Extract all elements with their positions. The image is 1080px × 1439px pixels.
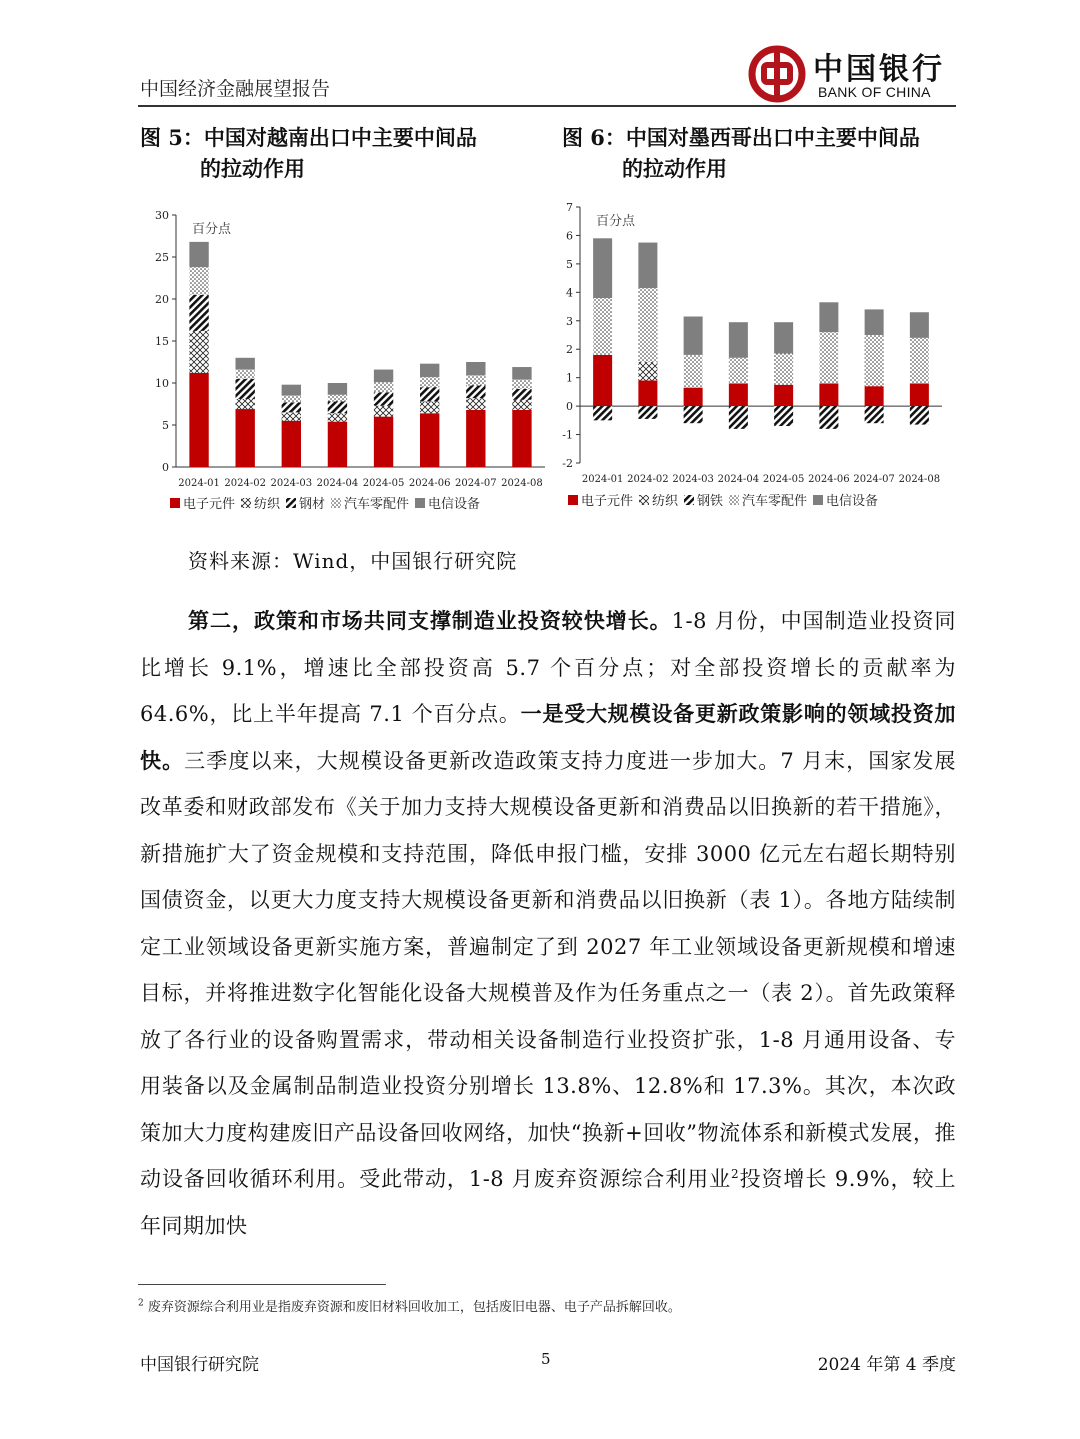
bar-segment-电信设备 xyxy=(910,312,929,338)
bar-segment-电子元件 xyxy=(593,355,612,406)
bar-segment-电子元件 xyxy=(684,388,703,406)
report-title: 中国经济金融展望报告 xyxy=(140,78,331,100)
legend-label: 电子元件 xyxy=(183,497,236,512)
bar-segment-汽车零配件 xyxy=(236,370,255,379)
bar-segment-汽车零配件 xyxy=(512,380,531,389)
bar-segment-纺织 xyxy=(638,362,657,380)
footnote-text: 废弃资源综合利用业是指废弃资源和废旧材料回收加工，包括废旧电器、电子产品拆解回收。 xyxy=(147,1300,681,1315)
bar-segment-电子元件 xyxy=(638,381,657,407)
bar-segment-钢材 xyxy=(282,402,301,412)
y-tick-label: 7 xyxy=(566,201,573,214)
bar-segment-纺织 xyxy=(189,331,208,373)
bar-segment-纺织 xyxy=(466,398,485,410)
lead-heading: 第二，政策和市场共同支撑制造业投资较快增长。 xyxy=(188,608,672,633)
bar-segment-汽车零配件 xyxy=(328,395,347,402)
legend-swatch xyxy=(331,498,341,508)
bar-segment-电信设备 xyxy=(189,242,208,267)
legend-swatch xyxy=(241,498,251,508)
x-tick-label: 2024-05 xyxy=(362,478,405,489)
footnote-divider xyxy=(138,1284,386,1285)
y-tick-label: 1 xyxy=(566,371,573,385)
legend-label: 汽车零配件 xyxy=(742,494,808,509)
body-part1: 1-8 月份，中国制造业投资同比增长 9.1%，增速比全部投资高 5.7 个百分点；对全部投资增长的贡献率为 64.6%，比上半年提高 7.1 个百分点。 xyxy=(140,609,956,726)
bar-segment-电信设备 xyxy=(466,362,485,375)
bar-segment-电子元件 xyxy=(282,421,301,467)
sub-heading: 一是受大规模设备更新政策影响的领域投资加快。 xyxy=(140,701,956,773)
legend-label: 纺织 xyxy=(254,497,281,512)
bar-segment-纺织 xyxy=(282,412,301,420)
y-unit-label: 百分点 xyxy=(596,214,636,229)
footer-org: 中国银行研究院 xyxy=(140,1355,259,1375)
bar-segment-钢铁 xyxy=(774,406,793,426)
bar-segment-电子元件 xyxy=(729,383,748,406)
bar-segment-电信设备 xyxy=(819,302,838,332)
footer-period: 2024 年第 4 季度 xyxy=(817,1355,956,1375)
y-unit-label: 百分点 xyxy=(192,222,232,237)
bar-segment-电信设备 xyxy=(774,322,793,353)
bar-segment-纺织 xyxy=(374,406,393,417)
legend-label: 电信设备 xyxy=(428,497,481,512)
bar-segment-纺织 xyxy=(236,399,255,409)
footnote xyxy=(138,1296,681,1315)
legend-label: 汽车零配件 xyxy=(344,497,410,512)
bar-segment-电信设备 xyxy=(374,370,393,383)
x-tick-label: 2024-01 xyxy=(581,474,624,485)
bar-segment-汽车零配件 xyxy=(774,353,793,384)
bar-segment-电子元件 xyxy=(910,383,929,406)
bar-segment-钢铁 xyxy=(865,406,884,423)
bar-segment-电子元件 xyxy=(466,410,485,467)
bar-segment-汽车零配件 xyxy=(282,396,301,403)
bar-segment-电信设备 xyxy=(684,317,703,355)
figure5-title-line2: 的拉动作用 xyxy=(200,156,305,181)
footnote-marker: 2 xyxy=(138,1298,144,1309)
footnote-ref[interactable]: 2 xyxy=(731,1167,740,1181)
bar-segment-电子元件 xyxy=(865,386,884,406)
x-tick-label: 2024-06 xyxy=(408,478,451,489)
x-tick-label: 2024-03 xyxy=(270,478,313,489)
legend-swatch xyxy=(729,495,739,505)
bar-segment-电信设备 xyxy=(282,385,301,396)
header-divider xyxy=(138,105,956,107)
x-tick-label: 2024-08 xyxy=(501,478,543,489)
legend-swatch xyxy=(813,495,823,505)
bar-segment-汽车零配件 xyxy=(466,375,485,385)
bank-logo xyxy=(748,44,958,104)
bar-segment-汽车零配件 xyxy=(865,335,884,386)
figure5-title-line1: 图 5：中国对越南出口中主要中间品 xyxy=(140,125,477,150)
logo-chinese-name: 中国银行 xyxy=(813,52,945,87)
x-tick-label: 2024-08 xyxy=(898,474,941,485)
legend-swatch xyxy=(170,498,180,508)
bar-segment-电信设备 xyxy=(593,238,612,298)
x-tick-label: 2024-02 xyxy=(627,474,669,485)
bar-segment-汽车零配件 xyxy=(189,267,208,295)
bar-segment-电子元件 xyxy=(512,410,531,467)
x-tick-label: 2024-07 xyxy=(455,478,497,489)
bar-segment-钢材 xyxy=(466,386,485,399)
bank-of-china-emblem-icon xyxy=(748,44,808,104)
legend-label: 电信设备 xyxy=(826,494,879,509)
y-tick-label: 10 xyxy=(155,377,169,390)
bar-segment-钢铁 xyxy=(684,406,703,423)
y-tick-label: 5 xyxy=(566,257,573,271)
bar-segment-纺织 xyxy=(420,401,439,413)
legend-swatch xyxy=(415,498,425,508)
bar-segment-钢材 xyxy=(512,389,531,400)
bar-segment-钢材 xyxy=(189,295,208,331)
y-tick-label: 5 xyxy=(162,419,169,432)
bar-segment-电子元件 xyxy=(774,385,793,406)
y-tick-label: 4 xyxy=(566,286,573,300)
bar-segment-汽车零配件 xyxy=(593,298,612,355)
bar-segment-钢材 xyxy=(328,401,347,413)
x-tick-label: 2024-03 xyxy=(672,474,714,485)
bar-segment-电子元件 xyxy=(819,383,838,406)
bar-segment-钢铁 xyxy=(910,406,929,424)
bar-segment-钢铁 xyxy=(638,406,657,419)
bar-segment-纺织 xyxy=(328,413,347,421)
bar-segment-钢铁 xyxy=(819,406,838,429)
y-tick-label: 0 xyxy=(162,461,169,474)
body-part3: 投资增长 9.9%，较上年同期加快 xyxy=(140,1167,956,1238)
legend-label: 纺织 xyxy=(652,494,679,509)
bar-segment-电信设备 xyxy=(865,309,884,335)
bar-segment-纺织 xyxy=(512,400,531,410)
y-tick-label: 25 xyxy=(155,251,169,264)
x-tick-label: 2024-05 xyxy=(762,474,805,485)
bar-segment-电子元件 xyxy=(328,422,347,467)
bar-segment-汽车零配件 xyxy=(638,288,657,362)
y-tick-label: -2 xyxy=(562,457,573,470)
figure6-title-line1: 图 6：中国对墨西哥出口中主要中间品 xyxy=(562,125,920,150)
source-note: 资料来源：Wind，中国银行研究院 xyxy=(188,549,518,573)
figure5-title xyxy=(140,122,477,184)
x-tick-label: 2024-02 xyxy=(224,478,266,489)
y-tick-label: 2 xyxy=(566,343,573,357)
bar-segment-电信设备 xyxy=(638,243,657,289)
logo-english-name: BANK OF CHINA xyxy=(818,84,931,100)
bar-segment-电信设备 xyxy=(512,367,531,380)
bar-segment-电子元件 xyxy=(236,409,255,467)
y-tick-label: 30 xyxy=(155,209,169,222)
figure6-title-line2: 的拉动作用 xyxy=(622,156,727,181)
bar-segment-电子元件 xyxy=(374,417,393,467)
bar-segment-汽车零配件 xyxy=(819,332,838,383)
figure6-chart xyxy=(550,195,950,520)
body-part2: 三季度以来，大规模设备更新改造政策支持力度进一步加大。7 月末，国家发展改革委和财政部发布《关于加力支持大规模设备更新和消费品以旧换新的若干措施》，新措施扩大了资金规模和支持范围，降低申报门槛，安排 3000 亿元左右超长期特别国债资金，以更大力度支持大规模设备更新和消费品以旧换新（表 1）。各地方陆续制定工业领域设备更新实施方案，普遍制定了到 2027 年工业领域设备更新规模和增速目标，并将推进数字化智能化设备大规模普及作为任务重点之一（表 2）。首先政策释放了各行业的设备购置需求，带动相关设备制造行业投资扩张，1-8 月通用设备、专用装备以及金属制品制造业投资分别增长 13.8%、12.8%和 17.3%。其次，本次政策加大力度构建废旧产品设备回收网络，加快“换新+回收”物流体系和新模式发展，推动设备回收循环利用。受此带动，1-8 月废弃资源综合利用业 xyxy=(140,748,956,1191)
bar-segment-汽车零配件 xyxy=(374,382,393,392)
bar-segment-钢材 xyxy=(236,379,255,399)
bar-segment-钢材 xyxy=(420,387,439,401)
bar-segment-电信设备 xyxy=(328,383,347,395)
bar-segment-电信设备 xyxy=(236,358,255,370)
legend-swatch xyxy=(639,495,649,505)
y-tick-label: 15 xyxy=(155,335,169,348)
bar-segment-电子元件 xyxy=(420,413,439,467)
bar-segment-电子元件 xyxy=(189,373,208,467)
x-tick-label: 2024-04 xyxy=(717,474,760,485)
x-tick-label: 2024-04 xyxy=(316,478,359,489)
figure5-chart xyxy=(140,200,550,520)
x-tick-label: 2024-01 xyxy=(178,478,220,489)
legend-label: 钢铁 xyxy=(697,494,724,509)
legend-label: 电子元件 xyxy=(581,494,634,509)
bar-segment-钢铁 xyxy=(729,406,748,429)
bar-segment-钢铁 xyxy=(593,406,612,420)
body-text xyxy=(140,598,956,1249)
legend-label: 钢材 xyxy=(299,497,326,512)
x-tick-label: 2024-07 xyxy=(853,474,895,485)
legend-swatch xyxy=(286,498,296,508)
legend-swatch xyxy=(684,495,694,505)
y-tick-label: 0 xyxy=(566,400,573,414)
bar-segment-电信设备 xyxy=(729,322,748,358)
y-tick-label: -1 xyxy=(562,428,573,442)
legend-swatch xyxy=(568,495,578,505)
y-tick-label: 3 xyxy=(566,314,573,328)
figure6-title xyxy=(562,122,920,184)
bar-segment-电信设备 xyxy=(420,364,439,377)
bar-segment-汽车零配件 xyxy=(684,355,703,388)
page-number: 5 xyxy=(541,1350,551,1368)
x-tick-label: 2024-06 xyxy=(808,474,850,485)
bar-segment-汽车零配件 xyxy=(420,377,439,387)
y-tick-label: 6 xyxy=(566,229,573,243)
bar-segment-钢材 xyxy=(374,392,393,405)
bar-segment-汽车零配件 xyxy=(729,358,748,384)
body-paragraph xyxy=(140,598,956,1249)
bar-segment-汽车零配件 xyxy=(910,338,929,384)
y-tick-label: 20 xyxy=(155,293,169,306)
